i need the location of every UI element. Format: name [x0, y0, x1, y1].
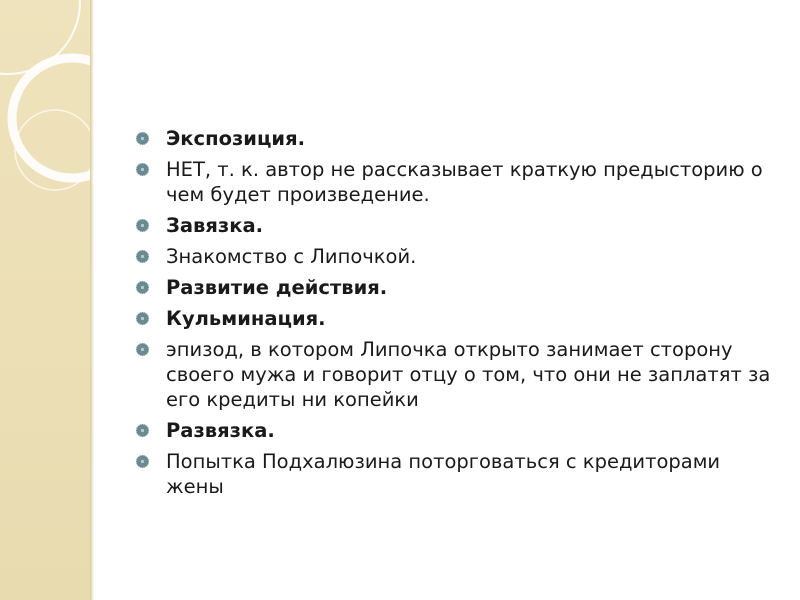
item-text: Знакомство с Липочкой.: [166, 245, 417, 268]
item-text: Развязка.: [166, 419, 275, 442]
section-heading: [136, 126, 776, 151]
gear-bullet-icon: [136, 250, 149, 263]
section-heading: [136, 306, 776, 331]
section-text: [136, 337, 776, 412]
section-heading: [136, 275, 776, 300]
gear-bullet-icon: [136, 219, 149, 232]
gear-bullet-icon: [136, 343, 149, 356]
item-text: Завязка.: [166, 214, 264, 237]
item-text: эпизод, в котором Липочка открыто занимает сторону своего мужа и говорит отцу о том, что они не заплатят за его кредиты ни копейки: [166, 338, 771, 411]
gear-bullet-icon: [136, 132, 149, 145]
section-text: [136, 157, 776, 207]
item-text: Развитие действия.: [166, 276, 388, 299]
gear-bullet-icon: [136, 281, 149, 294]
item-text: Кульминация.: [166, 307, 326, 330]
slide-content: [136, 126, 776, 505]
item-text: Попытка Подхалюзина поторговаться с кредиторами жены: [166, 450, 721, 498]
section-heading: [136, 213, 776, 238]
item-text: НЕТ, т. к. автор не рассказывает краткую предысторию о чем будет произведение.: [166, 158, 763, 206]
gear-bullet-icon: [136, 424, 149, 437]
section-text: [136, 244, 776, 269]
decorative-circles: [0, 0, 90, 600]
gear-bullet-icon: [136, 312, 149, 325]
left-decorative-panel: [0, 0, 90, 600]
panel-edge-shadow: [90, 0, 94, 600]
item-text: Экспозиция.: [166, 127, 306, 150]
gear-bullet-icon: [136, 163, 149, 176]
section-text: [136, 449, 776, 499]
gear-bullet-icon: [136, 455, 149, 468]
section-heading: [136, 418, 776, 443]
